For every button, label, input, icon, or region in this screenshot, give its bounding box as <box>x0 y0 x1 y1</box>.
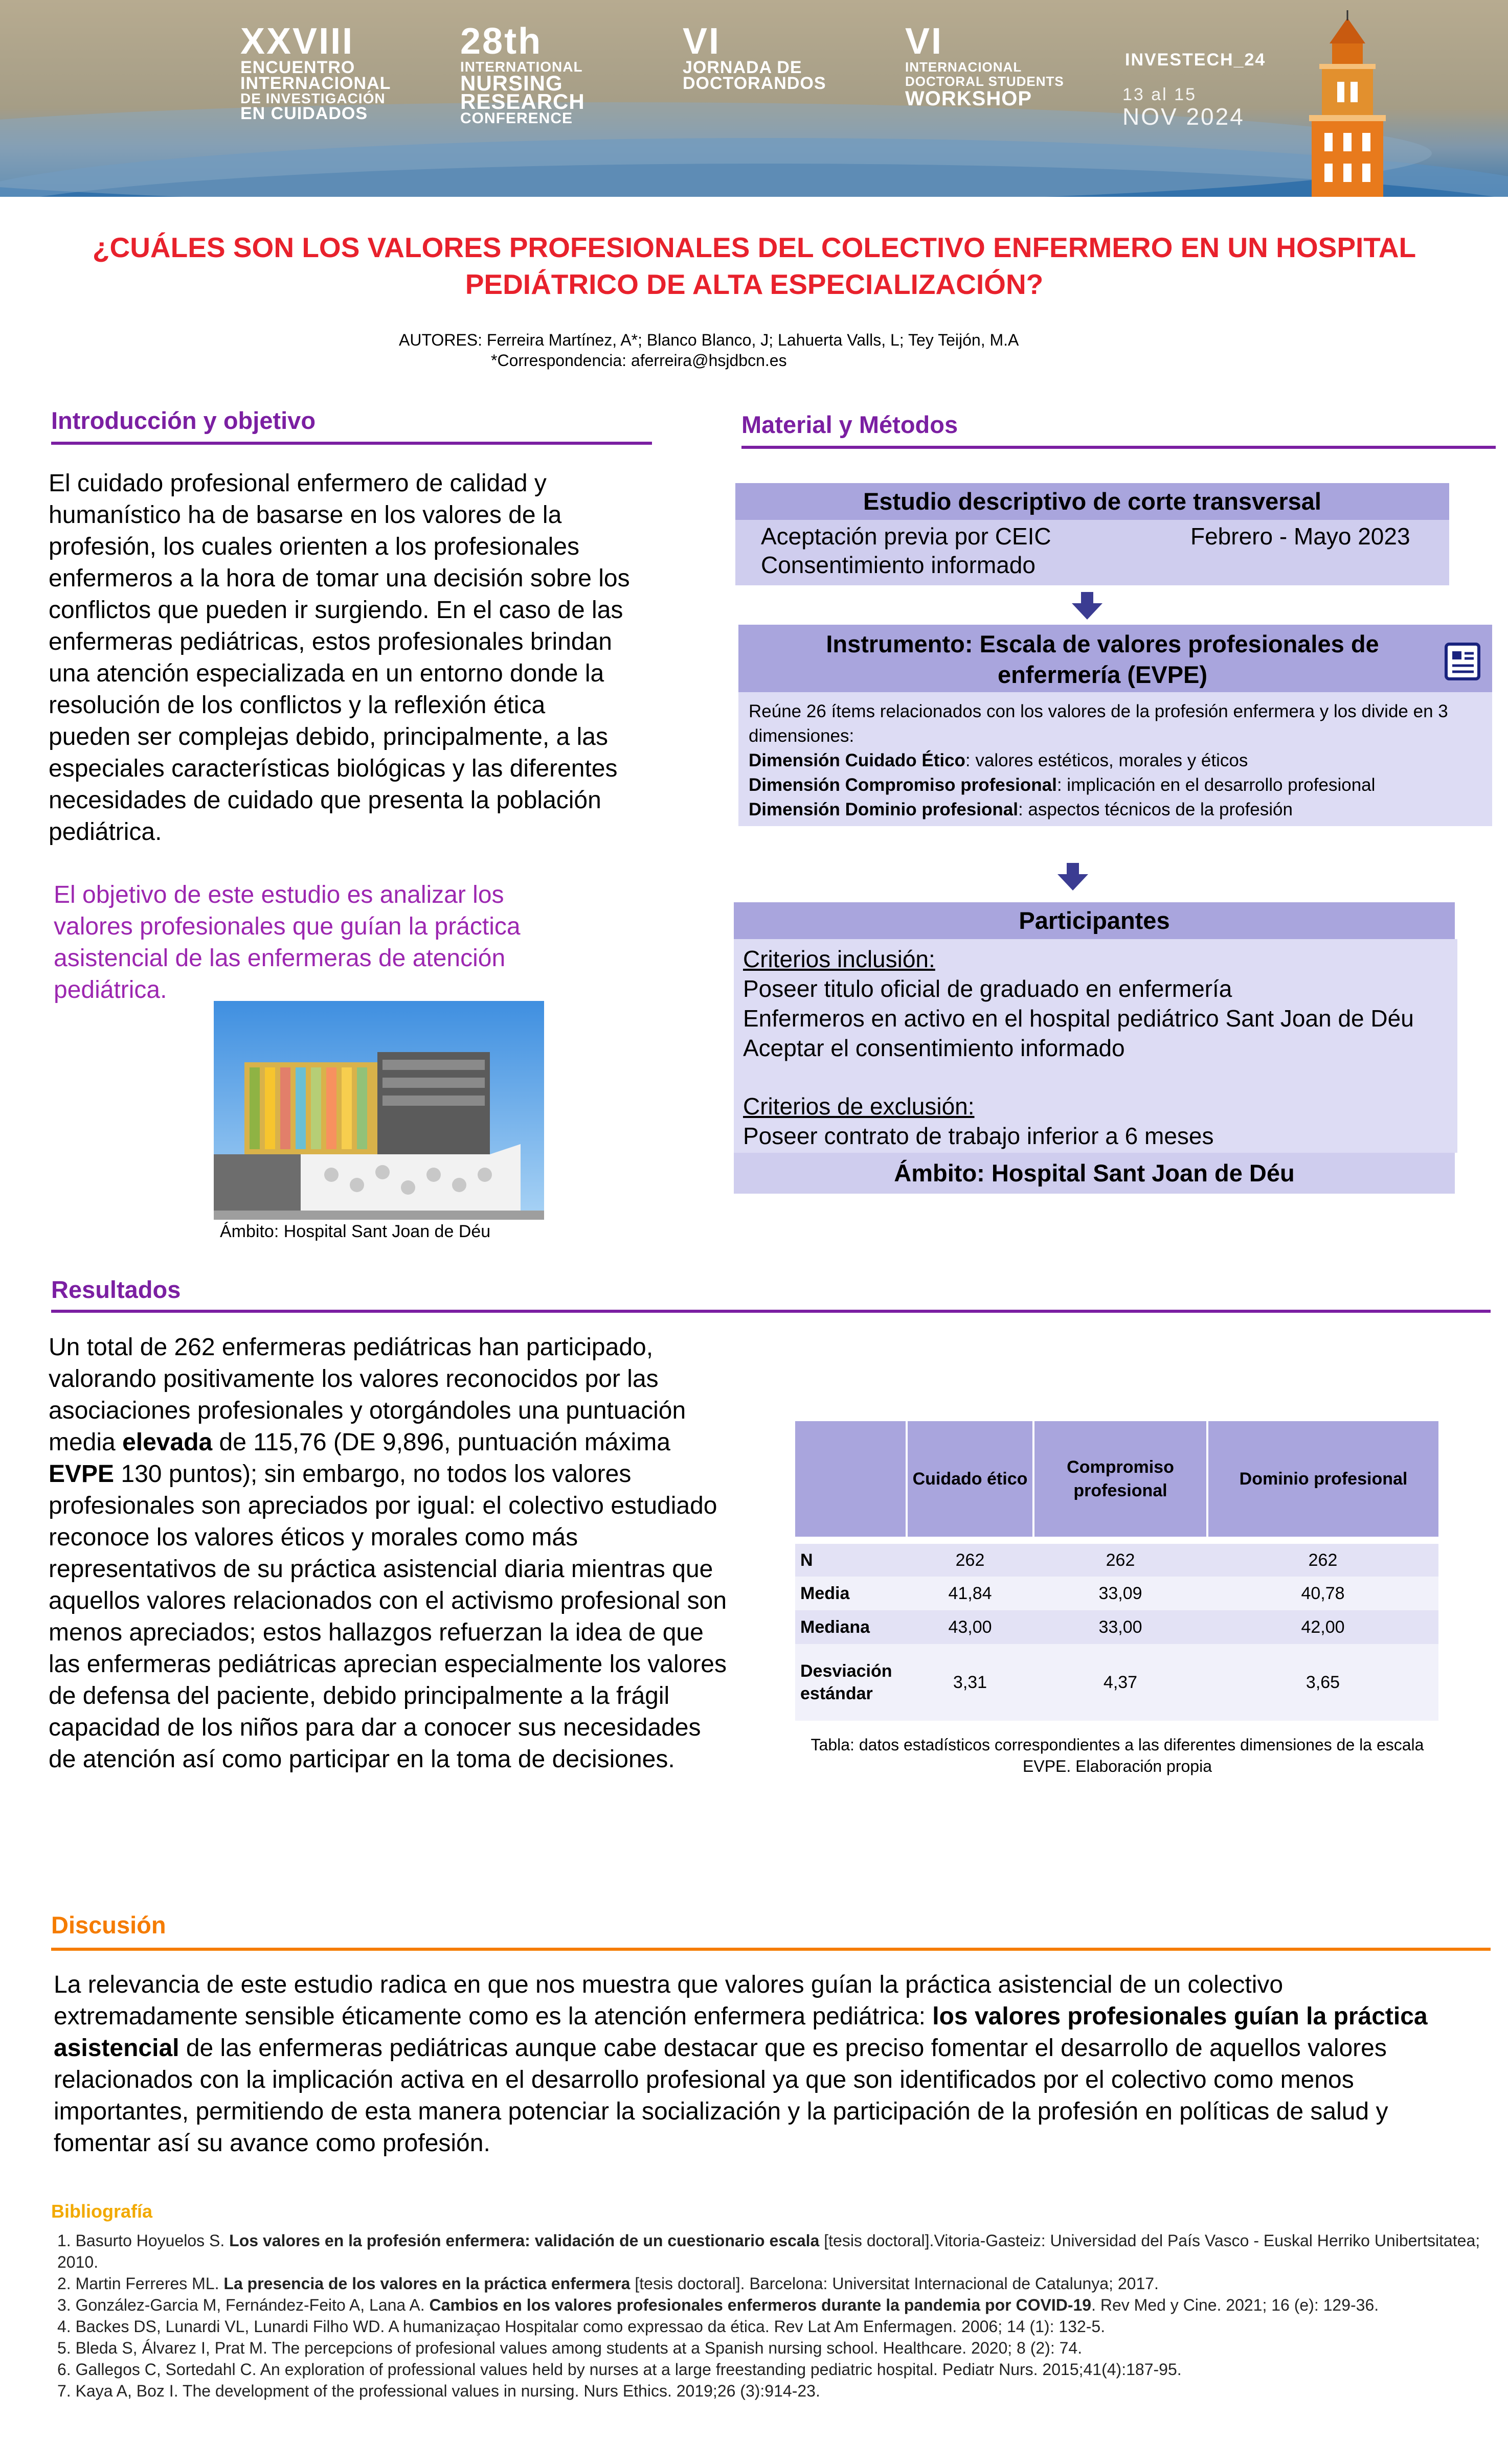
discussion-text-bold: los valores profesionales guían la práctica asistencial <box>54 2003 1428 2062</box>
correspondence: *Correspondencia: aferreira@hsjdbcn.es <box>491 351 787 370</box>
table-header-cell: Cuidado ético <box>907 1421 1033 1537</box>
table-cell: 262 <box>1308 1550 1338 1570</box>
study-body <box>735 520 1449 585</box>
table-cell: 33,00 <box>1098 1617 1142 1637</box>
results-text-2: de 115,76 (DE 9,896, puntuación máxima <box>212 1429 670 1456</box>
dimension-1-name: Dimensión Cuidado Ético <box>749 750 965 770</box>
dimension-2-desc: : implicación en el desarrollo profesional <box>1056 775 1376 795</box>
study-title: Estudio descriptivo de corte transversal <box>735 483 1449 520</box>
reference-item: 5. Bleda S, Álvarez I, Prat M. The percepcions of profesional values among students at a Spanish nursing school. Healthcare. 2020; 8 (2): 74. <box>57 2339 1083 2357</box>
results-text-bold-1: elevada <box>122 1429 213 1456</box>
reference-title: La presencia de los valores en la práctica enfermera <box>223 2274 631 2293</box>
instrument-box <box>738 625 1492 826</box>
table-header-row <box>795 1421 1438 1537</box>
dimension-2 <box>749 773 1482 797</box>
event-dates: 13 al 15 NOV 2024 <box>1122 85 1245 130</box>
discussion-divider <box>51 1948 1491 1951</box>
hospital-photo <box>214 1001 544 1220</box>
scope-banner: Ámbito: Hospital Sant Joan de Déu <box>734 1153 1455 1194</box>
inclusion-title: Criterios inclusión: <box>743 946 935 972</box>
results-text-3: 130 puntos); sin embargo, no todos los valores profesionales son apreciados por igual: el colectivo estudiado reconoce los valores éticos y morales como más representativos de su práctica asistencial diaria mientras que aquellos valores relacionados con el activismo profesional son menos apreciados; estos hallazgos refuerzan la idea de que las enfermeras pediátricas aprecian especialmente los valores de defensa del paciente, debido principalmente a la frágil capacidad de los niños para dar a conocer sus necesidades de atención así como participar en la toma de decisiones. <box>49 1461 727 1773</box>
reference-title: Los valores en la profesión enfermera: validación de un cuestionario escala <box>229 2231 820 2250</box>
intro-heading: Introducción y objetivo <box>51 407 316 434</box>
reference-authors: 1. Basurto Hoyuelos S. <box>57 2231 230 2250</box>
table-cell: 4,37 <box>1103 1672 1138 1692</box>
table-header-cell: Dominio profesional <box>1239 1469 1408 1489</box>
study-dates: Febrero - Mayo 2023 <box>1190 523 1410 550</box>
discussion-text <box>54 1969 1450 2159</box>
intro-divider <box>51 442 652 445</box>
table-cell: 43,00 <box>948 1617 992 1637</box>
tower-illustration <box>1294 10 1401 197</box>
table-cell: 40,78 <box>1301 1583 1345 1603</box>
logo-jornada: VI JORNADA DE DOCTORANDOS <box>683 21 826 93</box>
discussion-text-1: La relevancia de este estudio radica en que nos muestra que valores guían la práctica asistencial de un colectivo extremadamente sensible éticamente como es la atención enfermera pediátrica: <box>54 1971 1284 2030</box>
participants-title: Participantes <box>734 902 1455 939</box>
results-divider <box>51 1310 1491 1313</box>
conference-banner <box>0 0 1508 197</box>
reference-item <box>57 2294 1484 2316</box>
table-cell: 262 <box>955 1550 985 1570</box>
table-cell: 3,65 <box>1306 1672 1340 1692</box>
inclusion-3: Aceptar el consentimiento informado <box>743 1035 1125 1061</box>
discussion-text-2: de las enfermeras pediátricas aunque cabe destacar que es preciso fomentar el desarrollo de aquellos valores relacionados con la implicación activa en el desarrollo profesional ya que son identificados por el colectivo como menos importantes, permitiendo de esta manera potenciar la socialización y la participación de la profesión en políticas de salud y fomentar así su avance como profesión. <box>54 2035 1388 2157</box>
stats-table <box>795 1421 1438 1721</box>
dimension-2-name: Dimensión Compromiso profesional <box>749 775 1057 795</box>
exclusion-1: Poseer contrato de trabajo inferior a 6 meses <box>743 1123 1214 1149</box>
study-consent: Consentimiento informado <box>761 552 1036 578</box>
study-box <box>735 483 1449 585</box>
objective-text: El objetivo de este estudio es analizar los valores profesionales que guían la práctica asistencial de las enfermeras de atención pediátrica. <box>54 881 521 1003</box>
logo-nursing-conference: 28th INTERNATIONAL NURSING RESEARCH CONFERENCE <box>460 21 585 127</box>
reference-authors: 2. Martin Ferreres ML. <box>57 2274 224 2293</box>
logo-encuentro: XXVIII ENCUENTRO INTERNACIONAL DE INVESTIGACIÓN EN CUIDADOS <box>240 21 391 123</box>
dimension-3 <box>749 797 1482 822</box>
reference-source: [tesis doctoral]. Barcelona: Universitat Internacional de Catalunya; 2017. <box>630 2274 1159 2293</box>
intro-text: El cuidado profesional enfermero de calidad y humanístico ha de basarse en los valores de la profesión, los cuales orienten a los profesionales enfermeros a la hora de tomar una decisión sobre los conflictos que pueden ir surgiendo. En el caso de las enfermeras pediátricas, estos profesionales brindan una atención especializada en un entorno donde la resolución de los conflictos y la reflexión ética pueden ser complejas debido, principalmente, a las especiales características biológicas y las diferentes necesidades de cuidado que presenta la población pediátrica. <box>49 470 630 846</box>
methods-divider <box>741 446 1496 449</box>
reference-item <box>57 2230 1484 2273</box>
instrument-body <box>738 692 1492 826</box>
table-caption: Tabla: datos estadísticos correspondientes a las diferentes dimensiones de la escala EVPE. Elaboración propia <box>811 1736 1424 1775</box>
bibliography-heading: Bibliografía <box>51 2201 153 2222</box>
table-row-label: Desviación estándar <box>800 1661 892 1703</box>
discussion-heading: Discusión <box>51 1911 166 1938</box>
table-row-label: Mediana <box>800 1617 870 1637</box>
table-row-label: Media <box>800 1583 850 1603</box>
participants-box <box>734 902 1455 1194</box>
reference-item <box>57 2273 1484 2294</box>
table-row <box>795 1544 1438 1577</box>
inclusion-1: Poseer titulo oficial de graduado en enfermería <box>743 975 1232 1002</box>
table-row-label: N <box>800 1550 813 1570</box>
instrument-title-text: Instrumento: Escala de valores profesionales de enfermería (EVPE) <box>826 630 1379 688</box>
table-cell: 33,09 <box>1098 1583 1142 1603</box>
flow-arrow-1-stem <box>1081 592 1093 604</box>
poster-title: ¿CUÁLES SON LOS VALORES PROFESIONALES DEL COLECTIVO ENFERMERO EN UN HOSPITAL PEDIÁTRICO DE ALTA ESPECIALIZACIÓN? <box>92 232 1416 300</box>
bibliography-list <box>57 2230 1484 2402</box>
inclusion-2: Enfermeros en activo en el hospital pediátrico Sant Joan de Déu <box>743 1005 1414 1032</box>
flow-arrow-2-stem <box>1067 863 1079 875</box>
logo-workshop: VI INTERNACIONAL DOCTORAL STUDENTS WORKSHOP <box>905 21 1064 110</box>
reference-source: . Rev Med y Cine. 2021; 16 (e): 129-36. <box>1091 2296 1379 2314</box>
table-header-cell: Compromiso profesional <box>1033 1421 1207 1537</box>
dimension-1 <box>749 748 1482 773</box>
authors-block <box>399 330 1115 371</box>
table-header-empty <box>795 1421 907 1537</box>
dimension-3-name: Dimensión Dominio profesional <box>749 800 1018 819</box>
instrument-title <box>738 625 1492 692</box>
flow-arrow-1 <box>1072 603 1102 620</box>
table-cell: 42,00 <box>1301 1617 1345 1637</box>
results-text <box>49 1332 734 1775</box>
instrument-intro: Reúne 26 ítems relacionados con los valores de la profesión enfermera y los divide en 3 dimensiones: <box>749 701 1448 746</box>
photo-caption: Ámbito: Hospital Sant Joan de Déu <box>220 1222 491 1241</box>
reference-title: Cambios en los valores profesionales enfermeros durante la pandemia por COVID-19 <box>429 2296 1092 2314</box>
table-row <box>795 1610 1438 1644</box>
table-cell: 3,31 <box>953 1672 987 1692</box>
table-cell: 41,84 <box>948 1583 992 1603</box>
table-row <box>795 1644 1438 1721</box>
reference-authors: 3. González-Garcia M, Fernández-Feito A, Lana A. <box>57 2296 430 2314</box>
table-cell: 262 <box>1106 1550 1135 1570</box>
methods-heading: Material y Métodos <box>741 411 958 438</box>
results-heading: Resultados <box>51 1276 181 1303</box>
reference-item: 4. Backes DS, Lunardi VL, Lunardi Filho WD. A humanizaçao Hospitalar como expressao da ética. Rev Lat Am Enfermagen. 2006; 14 (1): 132-5. <box>57 2317 1106 2336</box>
dimension-3-desc: : aspectos técnicos de la profesión <box>1018 800 1293 819</box>
document-icon <box>1444 642 1481 681</box>
results-text-1: Un total de 262 enfermeras pediátricas han participado, valorando positivamente los valores reconocidos por las asociaciones profesionales y otorgándoles una puntuación media <box>49 1334 686 1456</box>
table-row <box>795 1577 1438 1610</box>
participants-body <box>734 939 1457 1153</box>
flow-arrow-2 <box>1057 874 1088 891</box>
reference-item: 7. Kaya A, Boz I. The development of the professional values in nursing. Nurs Ethics. 2019;26 (3):914-23. <box>57 2382 820 2400</box>
authors: AUTORES: Ferreira Martínez, A*; Blanco Blanco, J; Lahuerta Valls, L; Tey Teijón, M.A <box>399 331 1019 349</box>
study-ceic: Aceptación previa por CEIC <box>761 523 1051 550</box>
exclusion-title: Criterios de exclusión: <box>743 1093 975 1120</box>
dimension-1-desc: : valores estéticos, morales y éticos <box>965 750 1248 770</box>
reference-item: 6. Gallegos C, Sortedahl C. An exploration of professional values held by nurses at a large freestanding pediatric hospital. Pediatr Nurs. 2015;41(4):187-95. <box>57 2360 1182 2379</box>
reference-source: [tesis doctoral].Vitoria-Gasteiz: Universidad del País Vasco - Euskal Herriko Unibertsitatea; 2010. <box>57 2231 1480 2271</box>
results-text-bold-2: EVPE <box>49 1461 115 1488</box>
logo-investech: INVESTECH_24 <box>1125 50 1266 70</box>
